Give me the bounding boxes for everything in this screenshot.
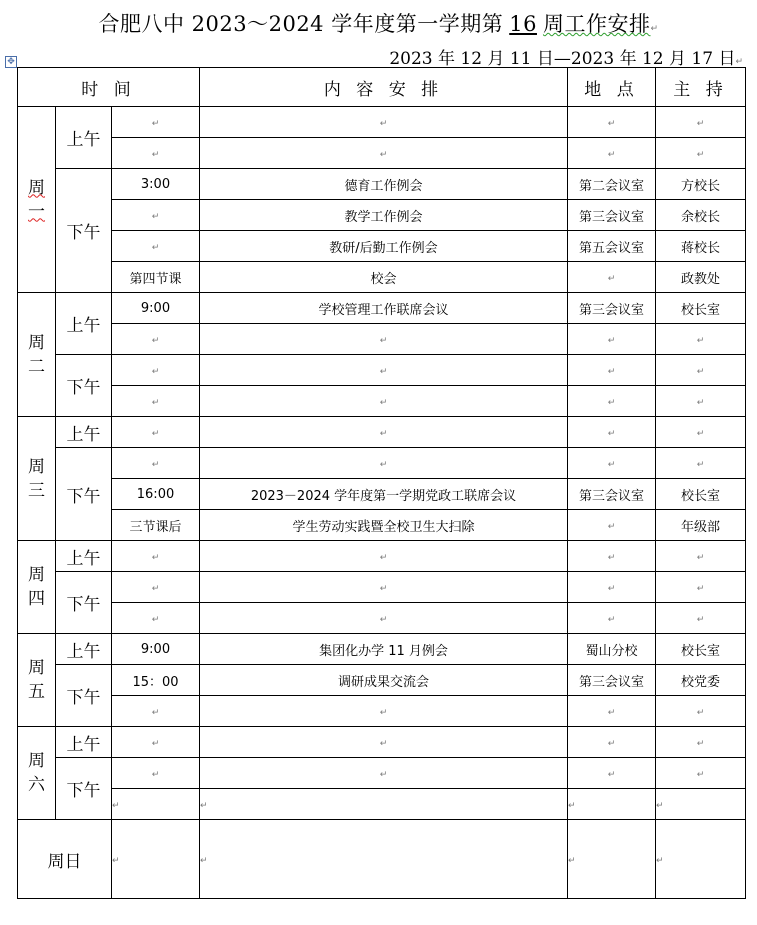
paragraph-mark-icon: ↵ <box>650 24 659 34</box>
host-cell[interactable]: ↵ <box>656 789 746 820</box>
location-cell[interactable]: 第三会议室 <box>568 200 656 231</box>
half-label: 上午 <box>56 293 112 355</box>
table-row <box>18 758 746 789</box>
time-cell[interactable]: 第四节课 <box>112 262 200 293</box>
host-cell[interactable]: 蒋校长 <box>656 231 746 262</box>
day-text: 周 一 <box>28 177 45 222</box>
location-cell[interactable]: ↵ <box>568 324 656 355</box>
host-cell[interactable]: 余校长 <box>656 200 746 231</box>
page-title <box>0 8 757 38</box>
table-row <box>18 417 746 448</box>
table-row <box>18 169 746 200</box>
content-cell[interactable]: ↵ <box>200 727 568 758</box>
day-label: 周日 <box>18 820 112 899</box>
location-cell[interactable]: ↵ <box>568 510 656 541</box>
header-time: 时 间 <box>18 68 200 107</box>
time-cell[interactable]: 9:00 <box>112 634 200 665</box>
location-cell[interactable]: ↵ <box>568 696 656 727</box>
content-cell[interactable]: ↵ <box>200 820 568 899</box>
content-cell[interactable]: 教学工作例会 <box>200 200 568 231</box>
time-cell[interactable]: 三节课后 <box>112 510 200 541</box>
host-cell[interactable]: 校长室 <box>656 293 746 324</box>
table-row <box>18 138 746 169</box>
title-suffix: 周工作安排 <box>542 12 651 36</box>
day-label: 周 四 <box>18 541 56 634</box>
time-cell[interactable]: ↵ <box>112 820 200 899</box>
time-cell[interactable]: ↵ <box>112 324 200 355</box>
host-cell[interactable]: ↵ <box>656 603 746 634</box>
content-cell[interactable]: 校会 <box>200 262 568 293</box>
location-cell[interactable]: 第三会议室 <box>568 479 656 510</box>
content-cell[interactable]: ↵ <box>200 324 568 355</box>
time-cell[interactable]: ↵ <box>112 789 200 820</box>
location-cell[interactable]: ↵ <box>568 386 656 417</box>
host-cell[interactable]: 校长室 <box>656 634 746 665</box>
half-label: 下午 <box>56 665 112 727</box>
table-row <box>18 293 746 324</box>
location-cell[interactable]: 第二会议室 <box>568 169 656 200</box>
time-cell[interactable]: ↵ <box>112 386 200 417</box>
location-cell[interactable]: ↵ <box>568 107 656 138</box>
location-cell[interactable]: ↵ <box>568 572 656 603</box>
table-row <box>18 603 746 634</box>
half-label: 下午 <box>56 448 112 541</box>
host-cell[interactable]: ↵ <box>656 727 746 758</box>
table-row <box>18 727 746 758</box>
time-cell[interactable]: ↵ <box>112 355 200 386</box>
time-cell[interactable]: ↵ <box>112 138 200 169</box>
table-row <box>18 355 746 386</box>
time-cell[interactable]: ↵ <box>112 448 200 479</box>
content-cell[interactable]: 2023－2024 学年度第一学期党政工联席会议 <box>200 479 568 510</box>
content-cell[interactable]: ↵ <box>200 603 568 634</box>
content-cell[interactable]: ↵ <box>200 355 568 386</box>
half-label: 下午 <box>56 169 112 293</box>
location-cell[interactable]: ↵ <box>568 758 656 789</box>
location-cell[interactable]: ↵ <box>568 417 656 448</box>
table-row <box>18 665 746 696</box>
host-cell[interactable]: ↵ <box>656 696 746 727</box>
table-row <box>18 789 746 820</box>
half-label: 上午 <box>56 727 112 758</box>
host-cell[interactable]: ↵ <box>656 355 746 386</box>
table-row <box>18 820 746 899</box>
content-cell[interactable]: ↵ <box>200 572 568 603</box>
table-row <box>18 572 746 603</box>
time-cell[interactable]: ↵ <box>112 603 200 634</box>
header-location: 地 点 <box>568 68 656 107</box>
title-prefix: 合肥八中 2023～2024 学年度第一学期第 <box>98 12 504 36</box>
time-cell[interactable]: ↵ <box>112 572 200 603</box>
content-cell[interactable]: ↵ <box>200 696 568 727</box>
host-cell[interactable]: ↵ <box>656 417 746 448</box>
paragraph-mark-icon: ↵ <box>735 57 743 67</box>
half-label: 下午 <box>56 758 112 820</box>
host-cell[interactable]: ↵ <box>656 448 746 479</box>
content-cell[interactable]: ↵ <box>200 789 568 820</box>
table-row <box>18 324 746 355</box>
half-label: 上午 <box>56 634 112 665</box>
location-cell[interactable]: ↵ <box>568 355 656 386</box>
content-cell[interactable]: ↵ <box>200 107 568 138</box>
location-cell[interactable]: ↵ <box>568 820 656 899</box>
time-cell[interactable]: ↵ <box>112 107 200 138</box>
host-cell[interactable]: ↵ <box>656 541 746 572</box>
content-cell[interactable]: ↵ <box>200 417 568 448</box>
day-label <box>18 107 56 293</box>
table-row <box>18 200 746 231</box>
content-cell[interactable]: ↵ <box>200 758 568 789</box>
table-row <box>18 479 746 510</box>
content-cell[interactable]: ↵ <box>200 541 568 572</box>
half-label: 下午 <box>56 355 112 417</box>
half-label: 上午 <box>56 417 112 448</box>
location-cell[interactable]: ↵ <box>568 727 656 758</box>
date-range-text: 2023 年 12 月 11 日—2023 年 12 月 17 日 <box>389 49 736 69</box>
table-row <box>18 541 746 572</box>
header-host: 主 持 <box>656 68 746 107</box>
header-content: 内 容 安 排 <box>200 68 568 107</box>
content-cell[interactable]: 调研成果交流会 <box>200 665 568 696</box>
table-row <box>18 448 746 479</box>
time-cell[interactable]: ↵ <box>112 696 200 727</box>
day-label: 周 六 <box>18 727 56 820</box>
content-cell[interactable]: 教研/后勤工作例会 <box>200 231 568 262</box>
day-label: 周 三 <box>18 417 56 541</box>
location-cell[interactable]: 第五会议室 <box>568 231 656 262</box>
table-move-handle-icon[interactable]: ✥ <box>5 56 17 68</box>
table-row <box>18 634 746 665</box>
host-cell[interactable]: 校长室 <box>656 479 746 510</box>
host-cell[interactable]: 年级部 <box>656 510 746 541</box>
time-cell[interactable]: 16:00 <box>112 479 200 510</box>
table-row <box>18 262 746 293</box>
location-cell[interactable]: ↵ <box>568 138 656 169</box>
time-cell[interactable]: ↵ <box>112 231 200 262</box>
host-cell[interactable]: ↵ <box>656 572 746 603</box>
table-row <box>18 231 746 262</box>
host-cell[interactable]: ↵ <box>656 138 746 169</box>
schedule-table <box>17 67 746 899</box>
table-row <box>18 510 746 541</box>
day-label: 周 二 <box>18 293 56 417</box>
host-cell[interactable]: ↵ <box>656 324 746 355</box>
half-label: 下午 <box>56 572 112 634</box>
half-label: 上午 <box>56 107 112 169</box>
time-cell[interactable]: ↵ <box>112 200 200 231</box>
host-cell[interactable]: 方校长 <box>656 169 746 200</box>
time-cell[interactable]: 3:00 <box>112 169 200 200</box>
host-cell[interactable]: 政教处 <box>656 262 746 293</box>
content-cell[interactable]: ↵ <box>200 138 568 169</box>
date-range <box>389 44 743 69</box>
content-cell[interactable]: 学校管理工作联席会议 <box>200 293 568 324</box>
host-cell[interactable]: ↵ <box>656 107 746 138</box>
day-label: 周 五 <box>18 634 56 727</box>
time-cell[interactable]: 9:00 <box>112 293 200 324</box>
time-cell[interactable]: ↵ <box>112 758 200 789</box>
table-row <box>18 386 746 417</box>
location-cell[interactable]: ↵ <box>568 262 656 293</box>
content-cell[interactable]: ↵ <box>200 386 568 417</box>
time-cell[interactable]: ↵ <box>112 541 200 572</box>
location-cell[interactable]: ↵ <box>568 603 656 634</box>
location-cell[interactable]: ↵ <box>568 789 656 820</box>
host-cell[interactable]: ↵ <box>656 386 746 417</box>
location-cell[interactable]: ↵ <box>568 541 656 572</box>
location-cell[interactable]: ↵ <box>568 448 656 479</box>
title-week-number: 16 <box>509 12 537 36</box>
content-cell[interactable]: ↵ <box>200 448 568 479</box>
table-row <box>18 107 746 138</box>
header-row <box>18 68 746 107</box>
content-cell[interactable]: 学生劳动实践暨全校卫生大扫除 <box>200 510 568 541</box>
time-cell[interactable]: 15：00 <box>112 665 200 696</box>
time-cell[interactable]: ↵ <box>112 727 200 758</box>
content-cell[interactable]: 德育工作例会 <box>200 169 568 200</box>
time-cell[interactable]: ↵ <box>112 417 200 448</box>
table-row <box>18 696 746 727</box>
location-cell[interactable]: 蜀山分校 <box>568 634 656 665</box>
host-cell[interactable]: 校党委 <box>656 665 746 696</box>
location-cell[interactable]: 第三会议室 <box>568 293 656 324</box>
host-cell[interactable]: ↵ <box>656 820 746 899</box>
location-cell[interactable]: 第三会议室 <box>568 665 656 696</box>
content-cell[interactable]: 集团化办学 11 月例会 <box>200 634 568 665</box>
host-cell[interactable]: ↵ <box>656 758 746 789</box>
half-label: 上午 <box>56 541 112 572</box>
